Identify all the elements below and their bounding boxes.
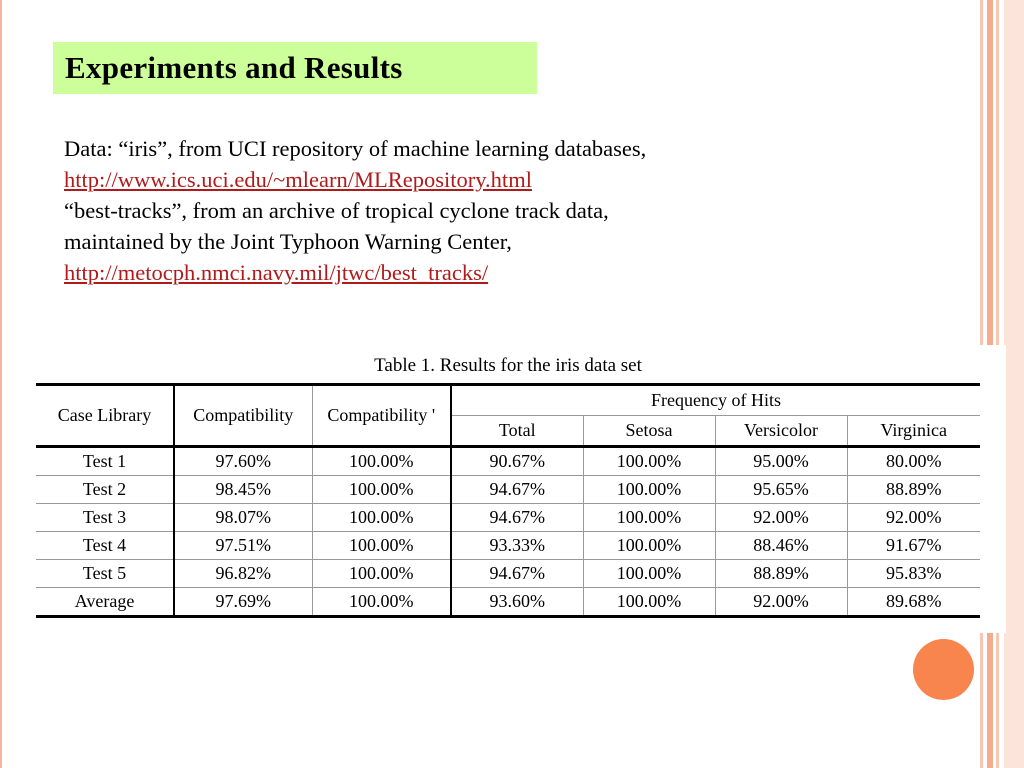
value-cell: 94.67% [451, 476, 583, 504]
header-frequency-of-hits: Frequency of Hits [451, 385, 980, 416]
value-cell: 95.65% [715, 476, 847, 504]
value-cell: 100.00% [312, 504, 451, 532]
slide-left-border [0, 0, 2, 768]
data-line-best-tracks: “best-tracks”, from an archive of tropical cyclone track data, [64, 198, 609, 223]
value-cell: 95.00% [715, 447, 847, 476]
table-row [36, 504, 980, 532]
stripe-gap [976, 345, 1006, 633]
value-cell: 100.00% [583, 560, 715, 588]
value-cell: 88.89% [715, 560, 847, 588]
header-compatibility-prime: Compatibility ' [312, 385, 451, 447]
value-cell: 96.82% [174, 560, 312, 588]
value-cell: 97.51% [174, 532, 312, 560]
value-cell: 97.60% [174, 447, 312, 476]
value-cell: 91.67% [847, 532, 980, 560]
header-setosa: Setosa [583, 416, 715, 447]
decorative-stripe [1004, 0, 1024, 768]
value-cell: 100.00% [583, 532, 715, 560]
slide-title: Experiments and Results [65, 50, 403, 85]
value-cell: 88.46% [715, 532, 847, 560]
header-total: Total [451, 416, 583, 447]
value-cell: 100.00% [583, 476, 715, 504]
case-library-cell: Test 3 [36, 504, 174, 532]
value-cell: 92.00% [715, 588, 847, 617]
value-cell: 92.00% [847, 504, 980, 532]
value-cell: 80.00% [847, 447, 980, 476]
header-case-library: Case Library [36, 385, 174, 447]
value-cell: 100.00% [312, 560, 451, 588]
uci-repository-link[interactable]: http://www.ics.uci.edu/~mlearn/MLRepository.html [64, 167, 532, 192]
table-row [36, 532, 980, 560]
case-library-cell: Test 4 [36, 532, 174, 560]
value-cell: 100.00% [583, 588, 715, 617]
value-cell: 95.83% [847, 560, 980, 588]
data-line-jtwc: maintained by the Joint Typhoon Warning Center, [64, 229, 512, 254]
table-row [36, 476, 980, 504]
value-cell: 94.67% [451, 504, 583, 532]
value-cell: 88.89% [847, 476, 980, 504]
value-cell: 100.00% [312, 588, 451, 617]
decorative-circle [913, 639, 974, 700]
table-row [36, 560, 980, 588]
value-cell: 93.60% [451, 588, 583, 617]
header-versicolor: Versicolor [715, 416, 847, 447]
table-row [36, 588, 980, 617]
case-library-cell: Test 1 [36, 447, 174, 476]
value-cell: 98.07% [174, 504, 312, 532]
data-line-iris: Data: “iris”, from UCI repository of machine learning databases, [64, 136, 647, 161]
body-text [64, 133, 964, 288]
header-virginica: Virginica [847, 416, 980, 447]
results-table-body [36, 447, 980, 617]
value-cell: 100.00% [312, 532, 451, 560]
title-box [53, 42, 537, 94]
value-cell: 100.00% [312, 476, 451, 504]
case-library-cell: Average [36, 588, 174, 617]
value-cell: 97.69% [174, 588, 312, 617]
value-cell: 93.33% [451, 532, 583, 560]
value-cell: 89.68% [847, 588, 980, 617]
table-row [36, 447, 980, 476]
results-table [36, 383, 980, 618]
value-cell: 100.00% [583, 447, 715, 476]
value-cell: 92.00% [715, 504, 847, 532]
header-compatibility: Compatibility [174, 385, 312, 447]
case-library-cell: Test 2 [36, 476, 174, 504]
case-library-cell: Test 5 [36, 560, 174, 588]
value-cell: 90.67% [451, 447, 583, 476]
table-caption: Table 1. Results for the iris data set [374, 355, 642, 376]
value-cell: 100.00% [312, 447, 451, 476]
jtwc-best-tracks-link[interactable]: http://metocph.nmci.navy.mil/jtwc/best_tracks/ [64, 260, 489, 285]
value-cell: 94.67% [451, 560, 583, 588]
value-cell: 100.00% [583, 504, 715, 532]
value-cell: 98.45% [174, 476, 312, 504]
